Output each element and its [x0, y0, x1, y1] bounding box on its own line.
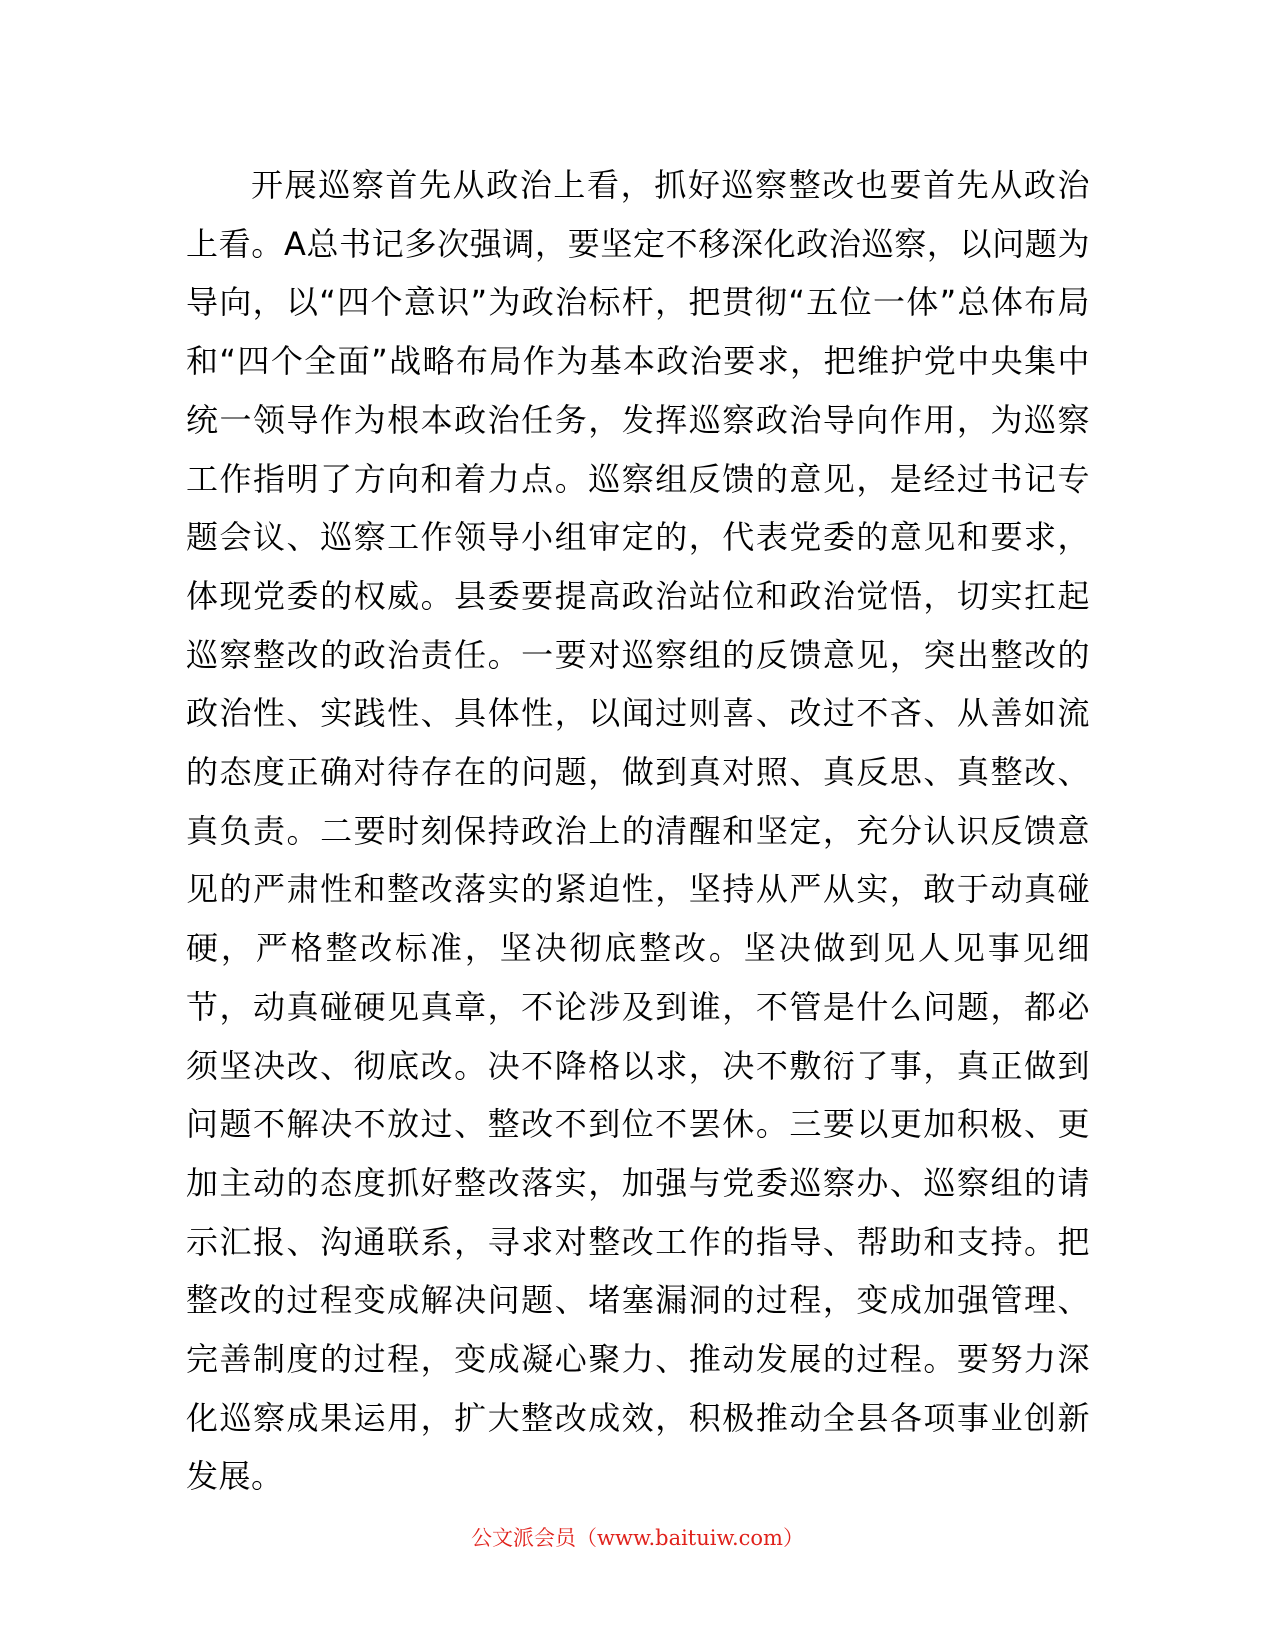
footer-watermark: 公文派会员（www.baituiw.com） — [471, 1526, 804, 1550]
body-paragraph: 开展巡察首先从政治上看，抓好巡察整改也要首先从政治上看。A总书记多次强调，要坚定不移深化政治巡察，以问题为导向，以“四个意识”为政治标杆，把贯彻“五位一体”总体布局和“四个全面”战略布局作为基本政治要求，把维护党中央集中统一领导作为根本政治任务，发挥巡察政治导向作用，为巡察工作指明了方向和着力点。巡察组反馈的意见，是经过书记专题会议、巡察工作领导小组审定的，代表党委的意见和要求，体现党委的权威。县委要提高政治站位和政治觉悟，切实扛起巡察整改的政治责任。一要对巡察组的反馈意见，突出整改的政治性、实践性、具体性，以闻过则喜、改过不吝、从善如流的态度正确对待存在的问题，做到真对照、真反思、真整改、真负责。二要时刻保持政治上的清醒和坚定，充分认识反馈意见的严肃性和整改落实的紧迫性，坚持从严从实，敢于动真碰硬，严格整改标准，坚决彻底整改。坚决做到见人见事见细节，动真碰硬见真章，不论涉及到谁，不管是什么问题，都必须坚决改、彻底改。决不降格以求，决不敷衍了事，真正做到问题不解决不放过、整改不到位不罢休。三要以更加积极、更加主动的态度抓好整改落实，加强与党委巡察办、巡察组的请示汇报、沟通联系，寻求对整改工作的指导、帮助和支持。把整改的过程变成解决问题、堵塞漏洞的过程，变成加强管理、完善制度的过程，变成凝心聚力、推动发展的过程。要努力深化巡察成果运用，扩大整改成效，积极推动全县各项事业创新发展。 — [186, 166, 1090, 1496]
